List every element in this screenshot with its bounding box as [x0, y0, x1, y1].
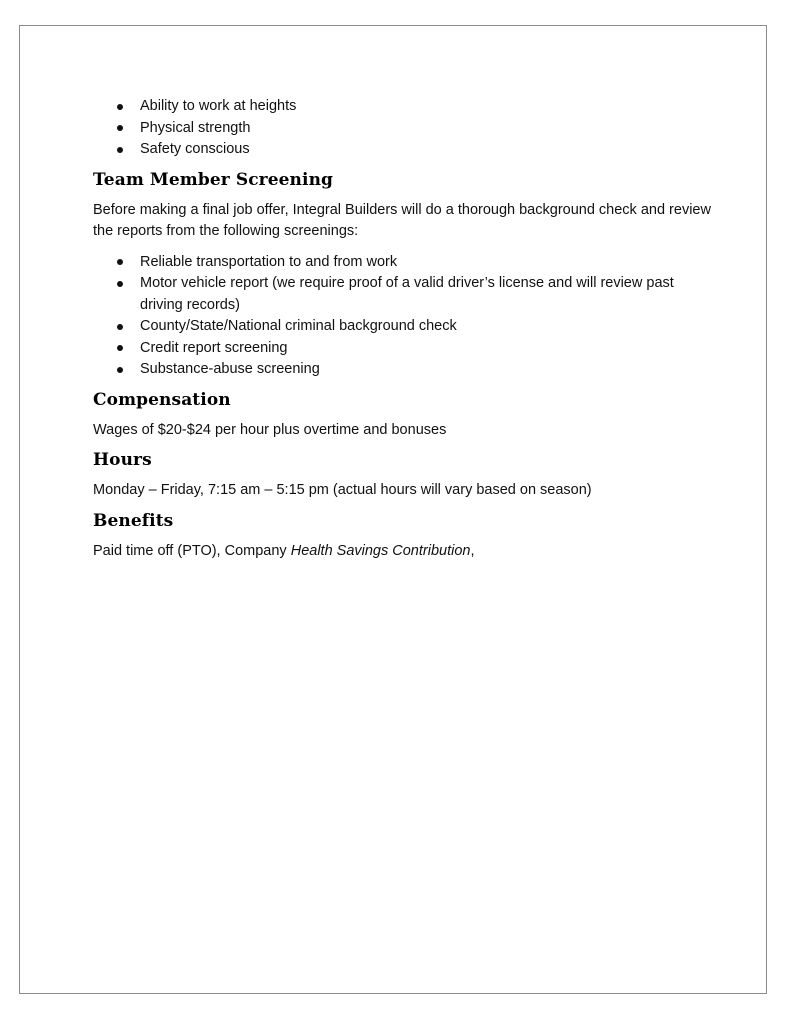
- list-item-text: Safety conscious: [140, 141, 250, 157]
- list-item-text: Credit report screening: [140, 339, 288, 356]
- compensation-text: Wages of $20-$24 per hour plus overtime and bonuses: [93, 421, 447, 438]
- compensation-heading: Compensation: [93, 389, 231, 410]
- hours-text: Monday – Friday, 7:15 am – 5:15 pm (actual hours will vary based on season): [93, 482, 592, 498]
- bullet-icon: [117, 104, 123, 110]
- list-item-text: Substance-abuse screening: [140, 361, 320, 377]
- list-item-text: Physical strength: [140, 119, 251, 136]
- document-page: [19, 25, 767, 994]
- bullet-icon: [117, 259, 123, 265]
- list-item-text: County/State/National criminal background check: [140, 318, 457, 334]
- benefits-heading: Benefits: [93, 510, 174, 531]
- list-item: [93, 359, 713, 381]
- list-item-text: Reliable transportation to and from work: [140, 253, 398, 270]
- hours-heading: Hours: [93, 450, 152, 470]
- list-item: [93, 273, 713, 316]
- skills-list: [93, 96, 713, 161]
- list-item: [93, 338, 713, 360]
- benefits-text: [93, 541, 713, 563]
- bullet-icon: [117, 324, 123, 330]
- bullet-icon: [117, 125, 123, 131]
- screening-intro: Before making a final job offer, Integral Builders will do a thorough background check and review the reports from the following screenings:: [93, 201, 711, 239]
- list-item: [93, 252, 713, 274]
- bullet-icon: [117, 345, 123, 351]
- document-content: [93, 96, 713, 562]
- benefits-text-suffix: ,: [470, 542, 475, 559]
- list-item-text: Ability to work at heights: [140, 98, 297, 114]
- screening-list: [93, 252, 713, 381]
- screening-heading: Team Member Screening: [93, 169, 334, 190]
- list-item: [93, 118, 713, 140]
- bullet-icon: [117, 147, 123, 153]
- list-item: [93, 139, 713, 161]
- benefits-text-emphasis: Health Savings Contribution: [290, 542, 471, 559]
- list-item: [93, 96, 713, 118]
- list-item: [93, 316, 713, 338]
- bullet-icon: [117, 281, 123, 287]
- list-item-text: Motor vehicle report (we require proof of a valid driver’s license and will review past driving records): [140, 275, 674, 313]
- bullet-icon: [117, 367, 123, 373]
- benefits-text-prefix: Paid time off (PTO), Company: [93, 542, 291, 559]
